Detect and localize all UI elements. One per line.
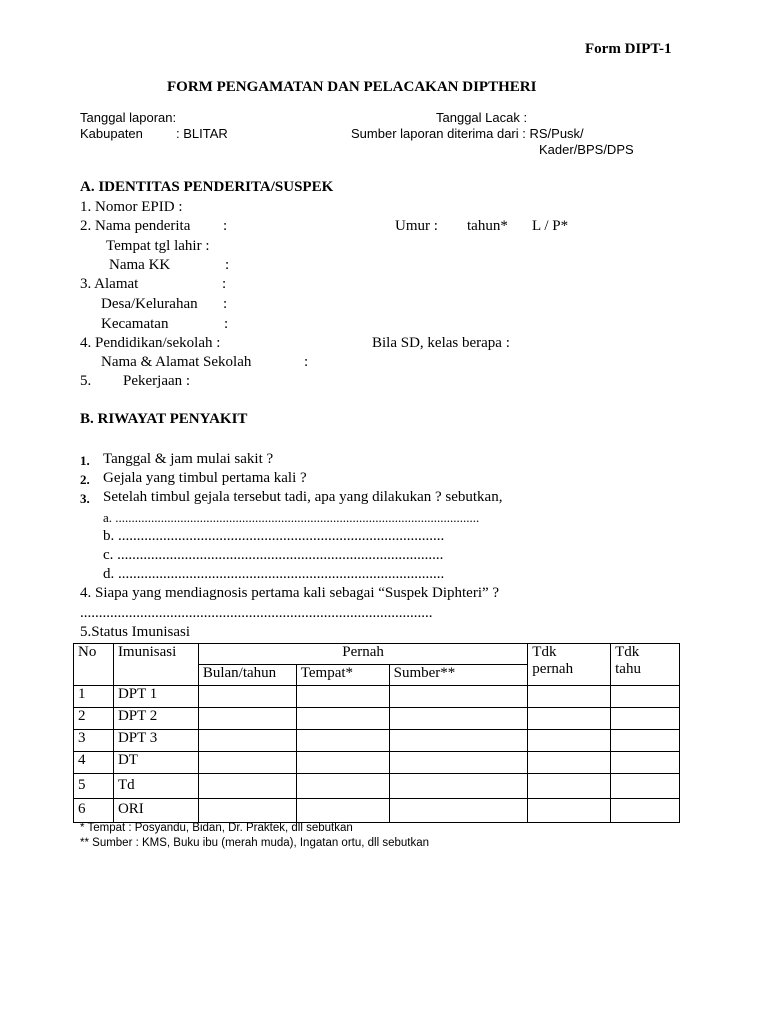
nama-alamat-sekolah-colon: :	[304, 354, 309, 370]
cell-tempat[interactable]	[296, 730, 389, 752]
cell-tdk-pernah[interactable]	[528, 686, 611, 708]
row-imunisasi: DPT 3	[113, 730, 198, 752]
q3-number: 3.	[80, 491, 90, 506]
header-sumber: Sumber**	[389, 665, 528, 686]
tanggal-laporan-label: Tanggal laporan:	[80, 110, 177, 125]
header-tdk-tahu-line2: tahu	[615, 661, 641, 677]
cell-bulan-tahun[interactable]	[198, 752, 296, 774]
cell-bulan-tahun[interactable]	[198, 730, 296, 752]
q2-number: 2.	[80, 472, 90, 487]
table-row	[74, 799, 680, 823]
umur-label: Umur :	[395, 218, 438, 234]
section-a-heading: A. IDENTITAS PENDERITA/SUSPEK	[80, 179, 334, 195]
page-title: FORM PENGAMATAN DAN PELACAKAN DIPTHERI	[167, 79, 537, 95]
nama-penderita-label: 2. Nama penderita	[80, 218, 191, 234]
q3-text: Setelah timbul gejala tersebut tadi, apa yang dilakukan ? sebutkan,	[103, 489, 503, 505]
desa-label: Desa/Kelurahan	[101, 296, 198, 312]
cell-tdk-tahu[interactable]	[611, 752, 680, 774]
row-no: 6	[74, 799, 114, 823]
header-tdk-tahu-line1: Tdk	[615, 644, 640, 660]
cell-bulan-tahun[interactable]	[198, 799, 296, 823]
sumber-laporan-label: Sumber laporan diterima dari : RS/Pusk/	[351, 126, 584, 141]
cell-tdk-pernah[interactable]	[528, 730, 611, 752]
alamat-colon: :	[222, 276, 227, 292]
table-row	[74, 730, 680, 752]
cell-tdk-tahu[interactable]	[611, 708, 680, 730]
q3-answer-a: a. ................................................................................................................	[103, 510, 480, 525]
row-no: 3	[74, 730, 114, 752]
pekerjaan-number: 5.	[80, 373, 92, 389]
header-tempat: Tempat*	[296, 665, 389, 686]
header-imunisasi: Imunisasi	[113, 644, 198, 686]
cell-tdk-tahu[interactable]	[611, 799, 680, 823]
pendidikan-label: 4. Pendidikan/sekolah :	[80, 335, 221, 351]
cell-bulan-tahun[interactable]	[198, 774, 296, 799]
row-no: 4	[74, 752, 114, 774]
row-no: 5	[74, 774, 114, 799]
header-tdk-pernah	[528, 644, 611, 686]
row-no: 1	[74, 686, 114, 708]
q4-text: 4. Siapa yang mendiagnosis pertama kali sebagai “Suspek Diphteri” ?	[80, 585, 500, 601]
cell-tempat[interactable]	[296, 774, 389, 799]
nama-alamat-sekolah-label: Nama & Alamat Sekolah	[101, 354, 252, 370]
header-bulan-tahun: Bulan/tahun	[198, 665, 296, 686]
header-tdk-tahu	[611, 644, 680, 686]
tempat-tgl-lahir-label: Tempat tgl lahir :	[106, 238, 210, 254]
cell-sumber[interactable]	[389, 774, 528, 799]
q3-answer-c: c. .......................................................................................	[103, 547, 444, 563]
table-row	[74, 774, 680, 799]
cell-tempat[interactable]	[296, 686, 389, 708]
desa-colon: :	[223, 296, 228, 312]
cell-tdk-tahu[interactable]	[611, 686, 680, 708]
kecamatan-colon: :	[224, 316, 229, 332]
row-imunisasi: ORI	[113, 799, 198, 823]
bila-sd-label: Bila SD, kelas berapa :	[372, 335, 510, 351]
header-tdk-pernah-line1: Tdk	[532, 644, 557, 660]
q1-text: Tanggal & jam mulai sakit ?	[103, 451, 274, 467]
q3-answer-b: b. .......................................................................................	[103, 528, 445, 544]
table-header-row	[74, 644, 680, 665]
nama-penderita-colon: :	[223, 218, 228, 234]
cell-bulan-tahun[interactable]	[198, 708, 296, 730]
cell-sumber[interactable]	[389, 686, 528, 708]
cell-tdk-pernah[interactable]	[528, 752, 611, 774]
table-row	[74, 708, 680, 730]
cell-tempat[interactable]	[296, 799, 389, 823]
footnote-sumber: ** Sumber : KMS, Buku ibu (merah muda), Ingatan ortu, dll sebutkan	[80, 837, 430, 849]
footnote-tempat: * Tempat : Posyandu, Bidan, Dr. Praktek, dll sebutkan	[80, 822, 353, 834]
cell-sumber[interactable]	[389, 752, 528, 774]
q4-answer-line: ..............................................................................................	[80, 605, 433, 621]
tahun-label: tahun*	[467, 218, 508, 234]
cell-tdk-tahu[interactable]	[611, 774, 680, 799]
immunization-table	[73, 643, 680, 823]
cell-sumber[interactable]	[389, 799, 528, 823]
cell-sumber[interactable]	[389, 730, 528, 752]
cell-tdk-pernah[interactable]	[528, 774, 611, 799]
nama-kk-colon: :	[225, 257, 230, 273]
kecamatan-label: Kecamatan	[101, 316, 169, 332]
pekerjaan-label: Pekerjaan :	[123, 373, 191, 389]
cell-tempat[interactable]	[296, 708, 389, 730]
q1-number: 1.	[80, 453, 90, 468]
nomor-epid-label: 1. Nomor EPID :	[80, 199, 183, 215]
row-imunisasi: DPT 2	[113, 708, 198, 730]
nama-kk-label: Nama KK	[109, 257, 171, 273]
q3-answer-d: d. .......................................................................................	[103, 566, 445, 582]
section-b-heading: B. RIWAYAT PENYAKIT	[80, 411, 248, 427]
form-code: Form DIPT-1	[585, 41, 672, 57]
cell-tdk-pernah[interactable]	[528, 708, 611, 730]
table-row	[74, 752, 680, 774]
table-row	[74, 686, 680, 708]
tanggal-lacak-label: Tanggal Lacak :	[436, 110, 528, 125]
alamat-label: 3. Alamat	[80, 276, 139, 292]
header-tdk-pernah-line2: pernah	[532, 661, 574, 677]
q5-text: 5.Status Imunisasi	[80, 624, 191, 640]
kabupaten-value: : BLITAR	[176, 126, 228, 141]
cell-tempat[interactable]	[296, 752, 389, 774]
row-no: 2	[74, 708, 114, 730]
cell-tdk-tahu[interactable]	[611, 730, 680, 752]
q2-text: Gejala yang timbul pertama kali ?	[103, 470, 307, 486]
row-imunisasi: Td	[113, 774, 198, 799]
gender-label: L / P*	[532, 218, 569, 234]
row-imunisasi: DPT 1	[113, 686, 198, 708]
cell-bulan-tahun[interactable]	[198, 686, 296, 708]
header-no: No	[74, 644, 114, 686]
sumber-laporan-continued: Kader/BPS/DPS	[539, 142, 634, 157]
row-imunisasi: DT	[113, 752, 198, 774]
header-pernah: Pernah	[198, 644, 527, 665]
cell-sumber[interactable]	[389, 708, 528, 730]
kabupaten-label: Kabupaten	[80, 126, 143, 141]
cell-tdk-pernah[interactable]	[528, 799, 611, 823]
